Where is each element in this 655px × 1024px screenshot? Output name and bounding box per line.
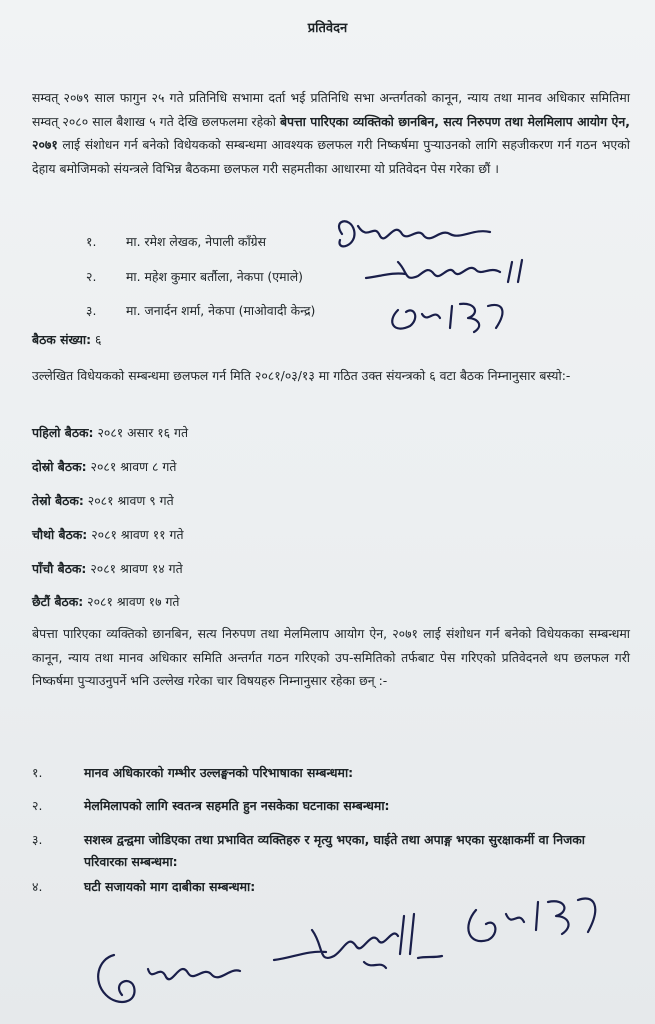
meeting-label: पहिलो बैठक: — [32, 425, 94, 440]
meeting-row — [32, 424, 188, 441]
topic-text: मेलमिलापको लागि स्वतन्त्र सहमति हुन नसकेका घटनाका सम्बन्धमा: — [84, 798, 390, 813]
topic-item — [32, 795, 632, 817]
meeting-count-label: बैठक संख्या: — [32, 332, 92, 347]
topics-intro: बेपत्ता पारिएका व्यक्तिको छानबिन, सत्य निरुपण तथा मेलमिलाप आयोग ऐन, २०७१ लाई संशोधन गर्न बनेको विधेयकका सम्बन्धमा कानून, न्याय तथा मानव अधिकार समिति अन्तर्गत गठन गरिएको उप-समितिको तर्फबाट पेस गरिएको प्रतिवेदनले थप छलफल गरी निष्कर्षमा पुऱ्याउनुपर्ने भनि उल्लेख गरेका चार विषयहरु निम्नानुसार रहेका छन् :- — [32, 626, 630, 688]
topic-item — [32, 762, 632, 784]
topic-text: मानव अधिकारको गम्भीर उल्लङ्घनको परिभाषाका सम्बन्धमा: — [84, 765, 354, 780]
topic-item — [32, 829, 632, 873]
topic-number: २. — [32, 798, 43, 813]
member-name: मा. जनार्दन शर्मा, नेकपा (माओवादी केन्द्र) — [126, 303, 316, 318]
member-1 — [86, 233, 266, 250]
intro-text-2: लाई संशोधन गर्न बनेको विधेयकको सम्बन्धमा आवश्यक छलफल गरी निष्कर्षमा पुऱ्याउनको लागि सहजीकरण गर्न गठन भएको देहाय बमोजिमको संयन्त्रले विभिन्न बैठकमा छलफल गरी सहमतीका आधारमा यो प्रतिवेदन पेस गरेका छौं । — [32, 137, 630, 176]
meeting-count-value: ६ — [95, 332, 102, 347]
member-name: मा. रमेश लेखक, नेपाली काँग्रेस — [126, 234, 267, 249]
meeting-label: पाँचौ बैठक: — [32, 561, 87, 576]
member-number: ३. — [86, 303, 97, 318]
meeting-date: २०८१ श्रावण १७ गते — [87, 594, 180, 609]
member-3 — [86, 302, 315, 319]
meeting-date: २०८१ श्रावण १४ गते — [90, 561, 183, 576]
meeting-date: २०८१ श्रावण ९ गते — [87, 493, 174, 508]
meeting-date: २०८१ श्रावण ८ गते — [90, 459, 177, 474]
intro-text-1: सम्वत् २०७९ साल फागुन २५ गते प्रतिनिधि सभामा दर्ता भई प्रतिनिधि सभा अन्तर्गतको कानून, न्याय तथा मानव अधिकार समितिमा सम्वत् २०८० साल बैशाख ५ गते देखि छलफलमा रहेको — [32, 90, 630, 129]
topic-number: १. — [32, 765, 43, 780]
signature-bottom-2 — [268, 900, 448, 990]
meeting-row — [32, 458, 176, 475]
member-number: २. — [86, 269, 97, 284]
intro-act-name: बेपत्ता पारिएका व्यक्तिको छानबिन, सत्य निरुपण तथा मेलमिलाप आयोग ऐन, २०७१ — [32, 113, 630, 152]
topic-text: सशस्त्र द्वन्द्वमा जोडिएका तथा प्रभावित व्यक्तिहरु र मृत्यु भएका, घाईते तथा अपाङ्ग भएका सुरक्षाकर्मी वा निजका परिवारका सम्बन्धमा: — [84, 832, 586, 869]
topic-number: ४. — [32, 879, 43, 894]
meeting-row — [32, 560, 183, 577]
meeting-label: तेस्रो बैठक: — [32, 493, 84, 508]
meeting-date: २०८१ असार १६ गते — [97, 425, 189, 440]
meeting-count — [32, 331, 102, 348]
member-number: १. — [86, 234, 97, 249]
document-title: प्रतिवेदन — [307, 21, 348, 36]
member-2 — [86, 268, 303, 285]
topic-number: ३. — [32, 832, 43, 847]
signature-3 — [380, 288, 530, 338]
signature-2 — [362, 252, 542, 292]
intro-paragraph — [32, 86, 630, 180]
meeting-date: २०८१ श्रावण ११ गते — [91, 527, 184, 542]
meeting-row — [32, 526, 184, 543]
meeting-row — [32, 492, 174, 509]
member-name: मा. महेश कुमार बर्तौला, नेकपा (एमाले) — [126, 269, 303, 284]
meeting-label: दोस्रो बैठक: — [32, 459, 87, 474]
meeting-label: छैटौं बैठक: — [32, 594, 84, 609]
meeting-label: चौथो बैठक: — [32, 527, 88, 542]
signature-bottom-3 — [456, 880, 616, 955]
meeting-intro: उल्लेखित विधेयकको सम्बन्धमा छलफल गर्न मिति २०८१/०३/१३ मा गठित उक्त संयन्त्रको ६ वटा बैठक निम्नानुसार बस्यो:- — [32, 368, 571, 383]
topic-text: घटी सजायको माग दाबीका सम्बन्धमा: — [84, 879, 256, 894]
meeting-row — [32, 593, 180, 610]
signature-1 — [328, 212, 498, 257]
signature-bottom-1 — [88, 925, 258, 1015]
